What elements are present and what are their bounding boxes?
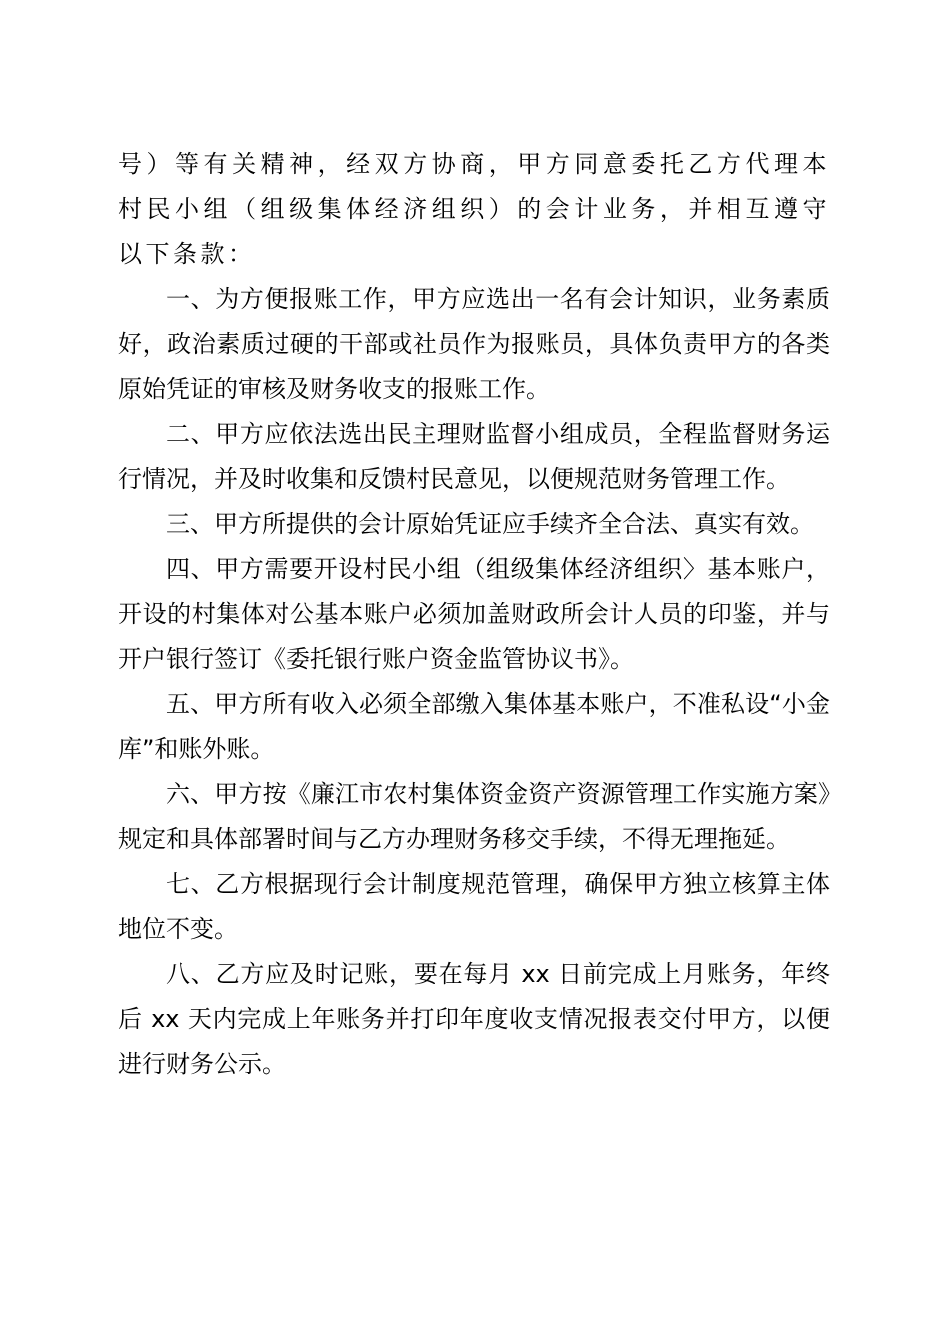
clause-5: 五、甲方所有收入必须全部缴入集体基本账户，不准私设“小金库”和账外账。: [118, 690, 830, 763]
clause-7: 七、乙方根据现行会计制度规范管理，确保甲方独立核算主体地位不变。: [118, 870, 830, 943]
clause-2: 二、甲方应依法选出民主理财监督小组成员，全程监督财务运行情况，并及时收集和反馈村民意见，以便规范财务管理工作。: [118, 420, 830, 493]
clause-3: 三、甲方所提供的会计原始凭证应手续齐全合法、真实有效。: [166, 510, 814, 538]
paragraph-intro-continuation: 号）等有关精神，经双方协商，甲方同意委托乙方代理本村民小组（组级集体经济组织）的会计业务，并相互遵守以下条款：: [118, 150, 830, 268]
clause-6: 六、甲方按《廉江市农村集体资金资产资源管理工作实施方案》规定和具体部署时间与乙方办理财务移交手续，不得无理拖延。: [118, 780, 830, 853]
clause-8: 八、乙方应及时记账，要在每月 xx 日前完成上月账务，年终后 xx 天内完成上年账务并打印年度收支情况报表交付甲方，以便进行财务公示。: [118, 960, 830, 1078]
clause-4: 四、甲方需要开设村民小组（组级集体经济组织〉基本账户，开设的村集体对公基本账户必须加盖财政所会计人员的印鉴，并与开户银行签订《委托银行账户资金监管协议书》。: [118, 555, 830, 673]
document-body: [118, 142, 830, 1087]
clause-1: 一、为方便报账工作，甲方应选出一名有会计知识，业务素质好，政治素质过硬的干部或社员作为报账员，具体负责甲方的各类原始凭证的审核及财务收支的报账工作。: [118, 285, 830, 403]
